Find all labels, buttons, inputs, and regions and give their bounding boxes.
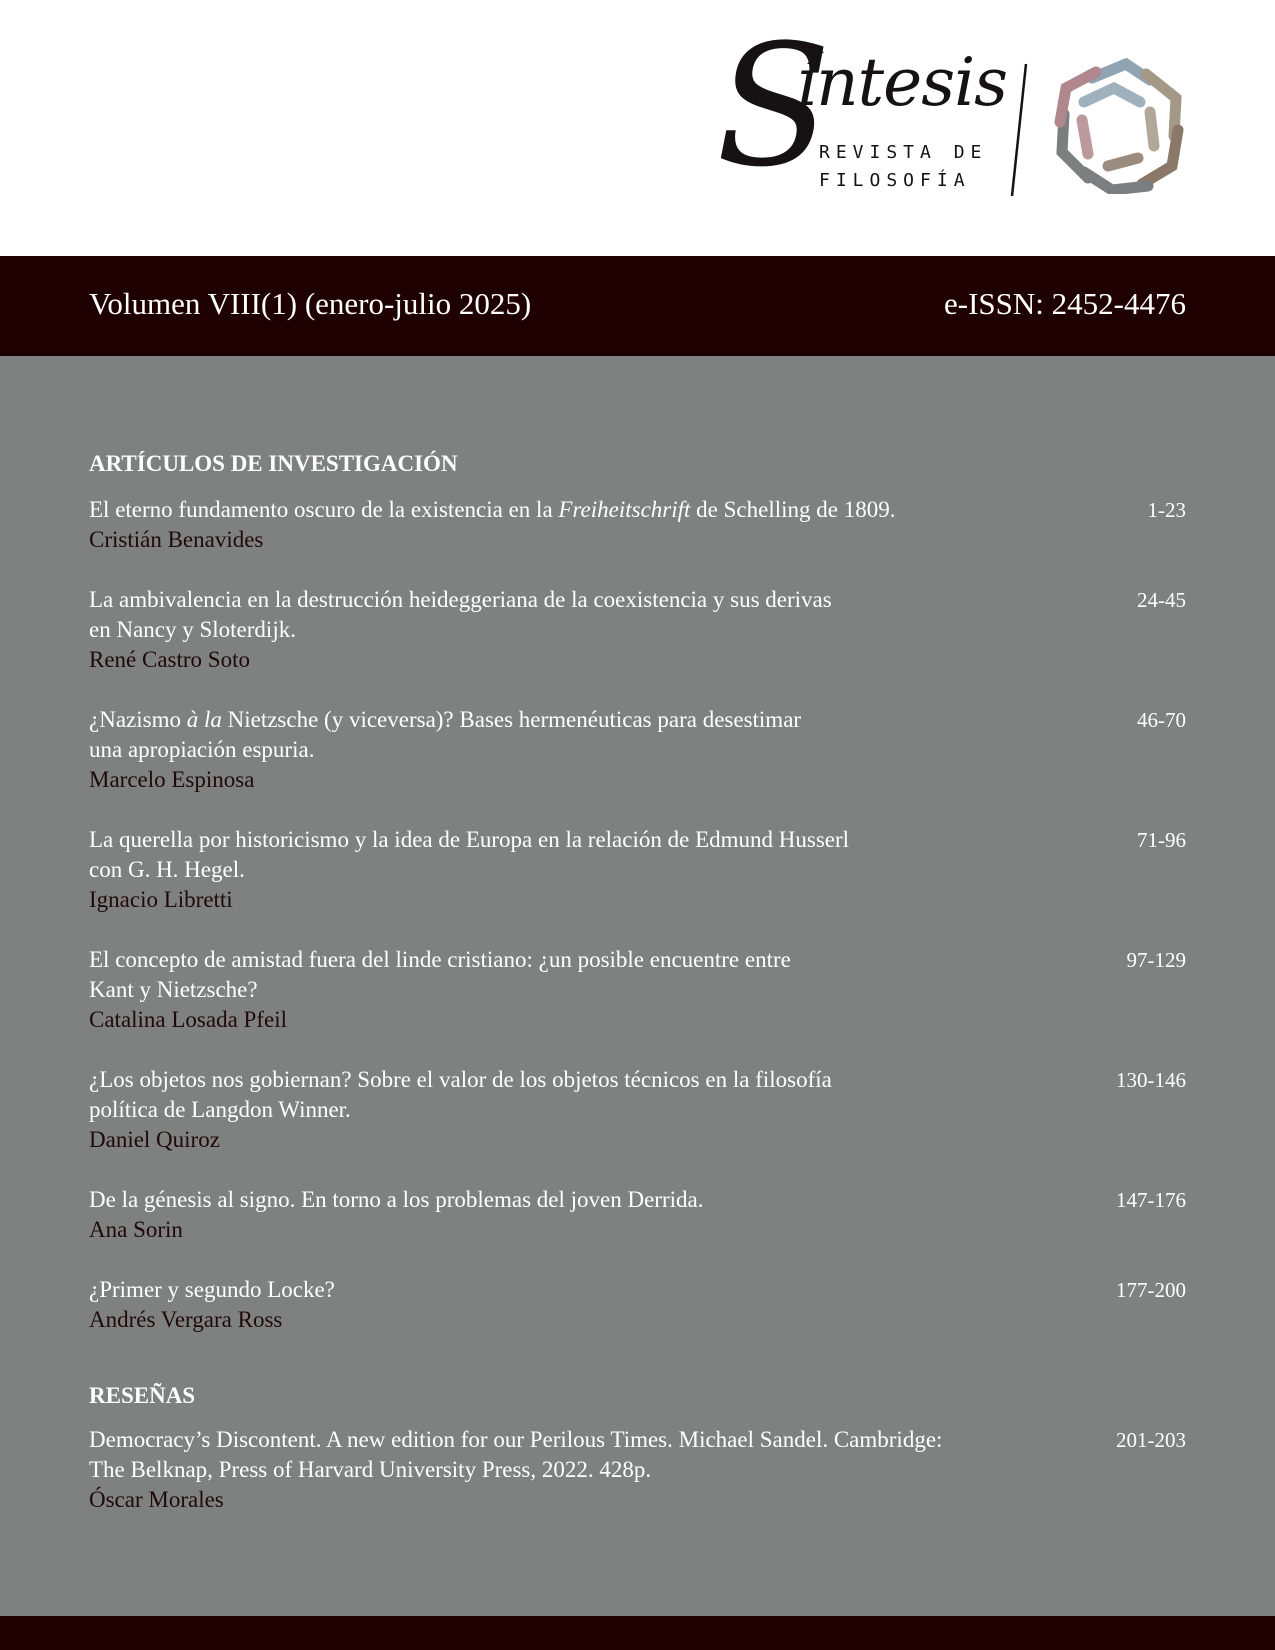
logo-subtitle-line2: FILOSOFÍA <box>819 170 971 191</box>
article-title: ¿Los objetos nos gobiernan? Sobre el valor de los objetos técnicos en la filosofía política de Langdon Winner. <box>89 1067 832 1122</box>
article-author: Andrés Vergara Ross <box>89 1307 283 1332</box>
article-pages: 177-200 <box>1116 1278 1186 1302</box>
review-author: Óscar Morales <box>89 1487 224 1512</box>
article-title: ¿Primer y segundo Locke? <box>89 1277 335 1302</box>
article-title: El eterno fundamento oscuro de la existencia en la Freiheitschrift de Schelling de 1809. <box>89 497 896 522</box>
article-author: Ana Sorin <box>89 1217 183 1242</box>
article-pages: 147-176 <box>1116 1188 1186 1212</box>
article-entry <box>89 1275 1186 1335</box>
journal-logo <box>712 8 1192 204</box>
article-author: Daniel Quiroz <box>89 1127 220 1152</box>
article-author: Marcelo Espinosa <box>89 767 255 792</box>
review-entry <box>89 1425 1186 1515</box>
article-title-italic: à la <box>186 707 222 732</box>
volume-band <box>0 256 1275 356</box>
logo-subtitle-line1: REVISTA DE <box>819 142 988 163</box>
section-heading-research: ARTÍCULOS DE INVESTIGACIÓN <box>89 451 458 476</box>
article-author: René Castro Soto <box>89 647 250 672</box>
article-title-italic: Freiheitschrift <box>558 497 691 522</box>
article-pages: 46-70 <box>1137 708 1186 732</box>
logo-initial: S <box>716 8 832 204</box>
article-author: Ignacio Libretti <box>89 887 233 912</box>
chain-ring-icon <box>1054 58 1184 194</box>
volume-label: Volumen VIII(1) (enero-julio 2025) <box>89 286 532 321</box>
logo-wordmark: íntesis <box>796 44 1008 121</box>
journal-header <box>0 0 1275 256</box>
article-entry <box>89 1065 1186 1155</box>
article-author: Cristián Benavides <box>89 527 264 552</box>
issn-label: e-ISSN: 2452-4476 <box>944 286 1186 321</box>
article-pages: 130-146 <box>1116 1068 1186 1092</box>
article-entry <box>89 825 1186 915</box>
logo-divider <box>1010 62 1028 198</box>
footer-band <box>0 1616 1275 1650</box>
article-title: De la génesis al signo. En torno a los problemas del joven Derrida. <box>89 1187 704 1212</box>
article-title: La ambivalencia en la destrucción heideggeriana de la coexistencia y sus derivas en Nancy y Sloterdijk. <box>89 587 832 642</box>
review-pages: 201-203 <box>1116 1428 1186 1452</box>
article-pages: 24-45 <box>1137 588 1186 612</box>
article-title: El concepto de amistad fuera del linde cristiano: ¿un posible encuentre entre Kant y Nietzsche? <box>89 947 791 1002</box>
article-pages: 1-23 <box>1147 498 1186 522</box>
article-title: ¿Nazismo à la Nietzsche (y viceversa)? Bases hermenéuticas para desestimar una apropiación espuria. <box>89 707 802 762</box>
article-author: Catalina Losada Pfeil <box>89 1007 287 1032</box>
article-entry <box>89 945 1186 1035</box>
table-of-contents <box>0 356 1275 1616</box>
review-title: Democracy’s Discontent. A new edition for our Perilous Times. Michael Sandel. Cambridge: The Belknap, Press of Harvard University Press, 2022. 428p. <box>89 1427 943 1482</box>
article-entry <box>89 495 1186 555</box>
section-heading-reviews: RESEÑAS <box>89 1383 196 1408</box>
article-entry <box>89 585 1186 675</box>
article-pages: 97-129 <box>1126 948 1186 972</box>
article-entry <box>89 705 1186 795</box>
article-title: La querella por historicismo y la idea de Europa en la relación de Edmund Husserl con G. H. Hegel. <box>89 827 850 882</box>
article-pages: 71-96 <box>1137 828 1186 852</box>
article-entry <box>89 1185 1186 1245</box>
